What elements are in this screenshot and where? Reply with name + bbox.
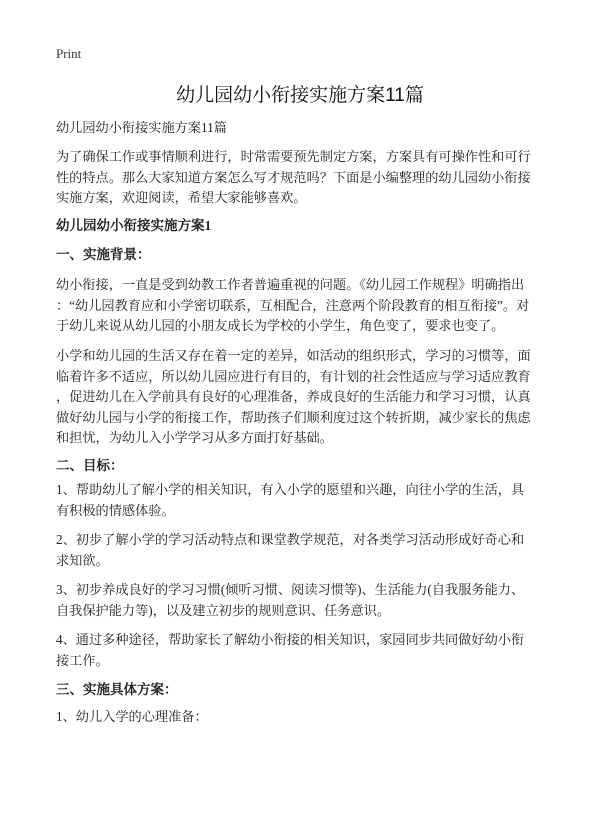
text-line: 3、初步养成良好的学习习惯(倾听习惯、阅读习惯等)、生活能力(自我服务能力、: [56, 582, 525, 597]
goal-item: [56, 580, 556, 621]
text-line: 临着许多不适应，所以幼儿园应进行有目的，有计划的社会性适应与学习适应教育: [56, 368, 531, 384]
text-line: 有积极的情感体验。: [56, 502, 175, 518]
text-line: 4、通过多种途径，帮助家长了解幼小衔接的相关知识，家园同步共同做好幼小衔: [56, 632, 525, 647]
background-paragraph-2: [56, 346, 556, 449]
text-line: 1、帮助幼儿了解小学的相关知识，有入小学的愿望和兴趣，向往小学的生活，具: [56, 482, 525, 497]
text-line: 2、初步了解小学的学习活动特点和课堂教学规范，对各类学习活动形成好奇心和: [56, 532, 525, 547]
plan-item: 1、幼儿入学的心理准备：: [56, 709, 208, 724]
text-line: 和担忧，为幼儿入小学学习从多方面打好基础。: [56, 430, 333, 445]
text-line: 实施方案，欢迎阅读，希望大家能够喜欢。: [56, 190, 307, 205]
section-title: 幼儿园幼小衔接实施方案1: [56, 218, 212, 233]
goal-item: [56, 630, 556, 671]
text-line: 幼小衔接，一直是受到幼教工作者普遍重视的问题。《幼儿园工作规程》明确指出: [56, 277, 525, 292]
text-line: 小学和幼儿园的生活又存在着一定的差异，如活动的组织形式，学习的习惯等，面: [56, 348, 531, 363]
goal-item: [56, 530, 556, 571]
text-line: 性的特点。那么大家知道方案怎么写才规范吗？下面是小编整理的幼儿园幼小衔接: [56, 169, 531, 185]
text-line: ：“幼儿园教育应和小学密切联系，互相配合，注意两个阶段教育的相互衔接”。对: [56, 297, 530, 313]
heading-plan: 三、实施具体方案：: [56, 682, 178, 697]
text-line: 做好幼儿园与小学的衔接工作，帮助孩子们顺利度过这个转折期，减少家长的焦虑: [56, 409, 531, 425]
subtitle: 幼儿园幼小衔接实施方案11篇: [56, 120, 227, 135]
text-line: ，促进幼儿在入学前具有良好的心理准备，养成良好的生活能力和学习习惯，认真: [56, 389, 531, 404]
heading-background: 一、实施背景：: [56, 247, 151, 262]
text-line: 求知欲。: [56, 552, 109, 568]
page-title: 幼儿园幼小衔接实施方案11篇: [176, 85, 424, 106]
intro-paragraph: [56, 147, 556, 209]
print-link[interactable]: Print: [56, 46, 82, 61]
text-line: 于幼儿来说从幼儿园的小朋友成长为学校的小学生，角色变了，要求也变了。: [56, 318, 505, 333]
text-line: 自我保护能力等)，以及建立初步的规则意识、任务意识。: [56, 602, 391, 618]
background-paragraph-1: [56, 275, 556, 337]
text-line: 为了确保工作或事情顺利进行，时常需要预先制定方案，方案具有可操作性和可行: [56, 149, 531, 164]
goal-item: [56, 480, 556, 521]
heading-goals: 二、目标：: [56, 458, 124, 473]
text-line: 接工作。: [56, 652, 109, 668]
